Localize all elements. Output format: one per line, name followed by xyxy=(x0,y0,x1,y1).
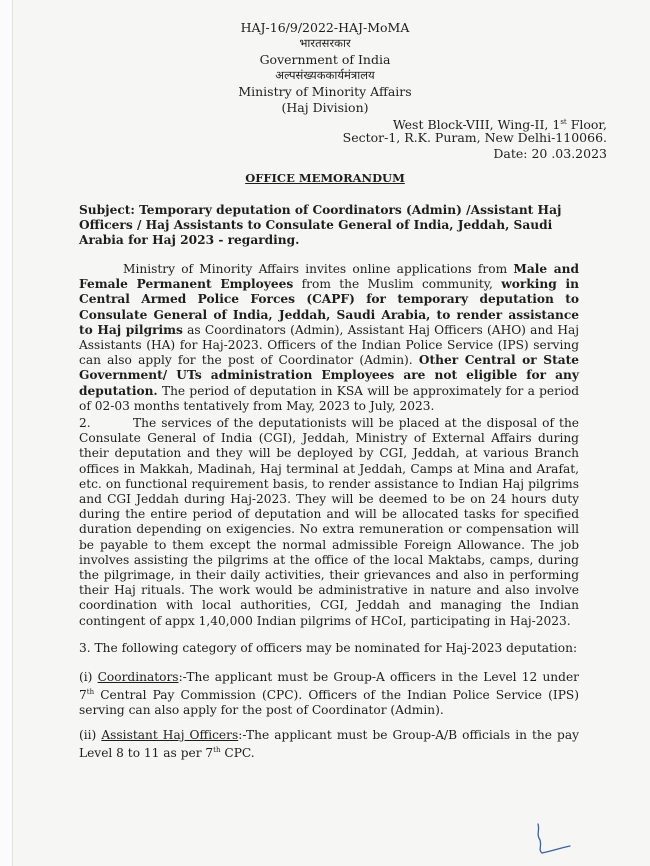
address-line-1: West Block-VIII, Wing-II, 1st Floor, xyxy=(392,117,607,132)
govt-hindi: भारतसरकार xyxy=(299,36,351,50)
item-label: Coordinators xyxy=(97,670,179,684)
item-coordinators: (i) Coordinators:-The applicant must be Group-A officers in the Level 12 under 7th Central Pay Commission (CPC). Officers of the Indian Police Service (IPS) serving can also apply for the post of Coordinator (Admin). xyxy=(79,670,579,718)
file-number: HAJ-16/9/2022-HAJ-MoMA xyxy=(240,20,410,35)
paragraph-2: 2. The services of the deputationists will be placed at the disposal of the Consulate General of India (CGI), Jeddah, Ministry of External Affairs during their deputation and they will be deployed by CGI, Jeddah, at various Branch offices in Makkah, Madinah, Haj terminal at Jeddah, Camps at Mina and Arafat, etc. on functional requirement basis, to render assistance to Indian Haj pilgrims and CGI Jeddah during Haj-2023. They will be deemed to be on 24 hours duty during the entire period of deputation and will be allocated tasks for specified duration depending on exigencies. No extra remuneration or compensation will be payable to them except the normal admissible Foreign Allowance. The job involves assisting the pilgrims at the office of the local Maktabs, camps, during the pilgrimage, in their daily activities, their grievances and also in performing their Haj rituals. The work would be administrative in nature and also involve coordination with local authorities, CGI, Jeddah and managing the Indian contingent of appx 1,40,000 Indian pilgrims of HCoI, participating in Haj-2023. xyxy=(79,416,579,628)
govt-english: Government of India xyxy=(259,52,391,67)
item-label: Assistant Haj Officers xyxy=(101,728,239,742)
paragraph-3: 3. The following category of officers may be nominated for Haj-2023 deputation: xyxy=(79,641,578,655)
ministry-hindi: अल्पसंख्यककार्यमंत्रालय xyxy=(275,68,375,82)
subject: Subject: Temporary deputation of Coordinators (Admin) /Assistant Haj Officers / Haj Assistants to Consulate General of India, Jeddah, Saudi Arabia for Haj 2023 - regarding. xyxy=(79,203,562,248)
memo-date: Date: 20 .03.2023 xyxy=(493,146,607,161)
memo-title: OFFICE MEMORANDUM xyxy=(245,171,405,185)
ministry-english: Ministry of Minority Affairs xyxy=(238,84,412,99)
page-edge xyxy=(0,0,12,866)
paragraph-1: Ministry of Minority Affairs invites online applications from Male and Female Permanent Employees from the Muslim community, working in Central Armed Police Forces (CAPF) for temporary deputation to Consulate General of India, Jeddah, Saudi Arabia, to render assistance to Haj pilgrims as Coordinators (Admin), Assistant Haj Officers (AHO) and Haj Assistants (HA) for Haj-2023. Officers of the Indian Police Service (IPS) serving can also apply for the post of Coordinator (Admin). Other Central or State Government/ UTs administration Employees are not eligible for any deputation. The period of deputation in KSA will be approximately for a period of 02-03 months tentatively from May, 2023 to July, 2023. xyxy=(79,262,580,413)
address-line-2: Sector-1, R.K. Puram, New Delhi-110066. xyxy=(342,130,607,145)
handwritten-tick-icon xyxy=(530,820,580,860)
item-assistant-haj-officers: (ii) Assistant Haj Officers:-The applicant must be Group-A/B officials in the pay Level 8 to 11 as per 7th CPC. xyxy=(79,728,579,761)
division: (Haj Division) xyxy=(281,100,369,115)
